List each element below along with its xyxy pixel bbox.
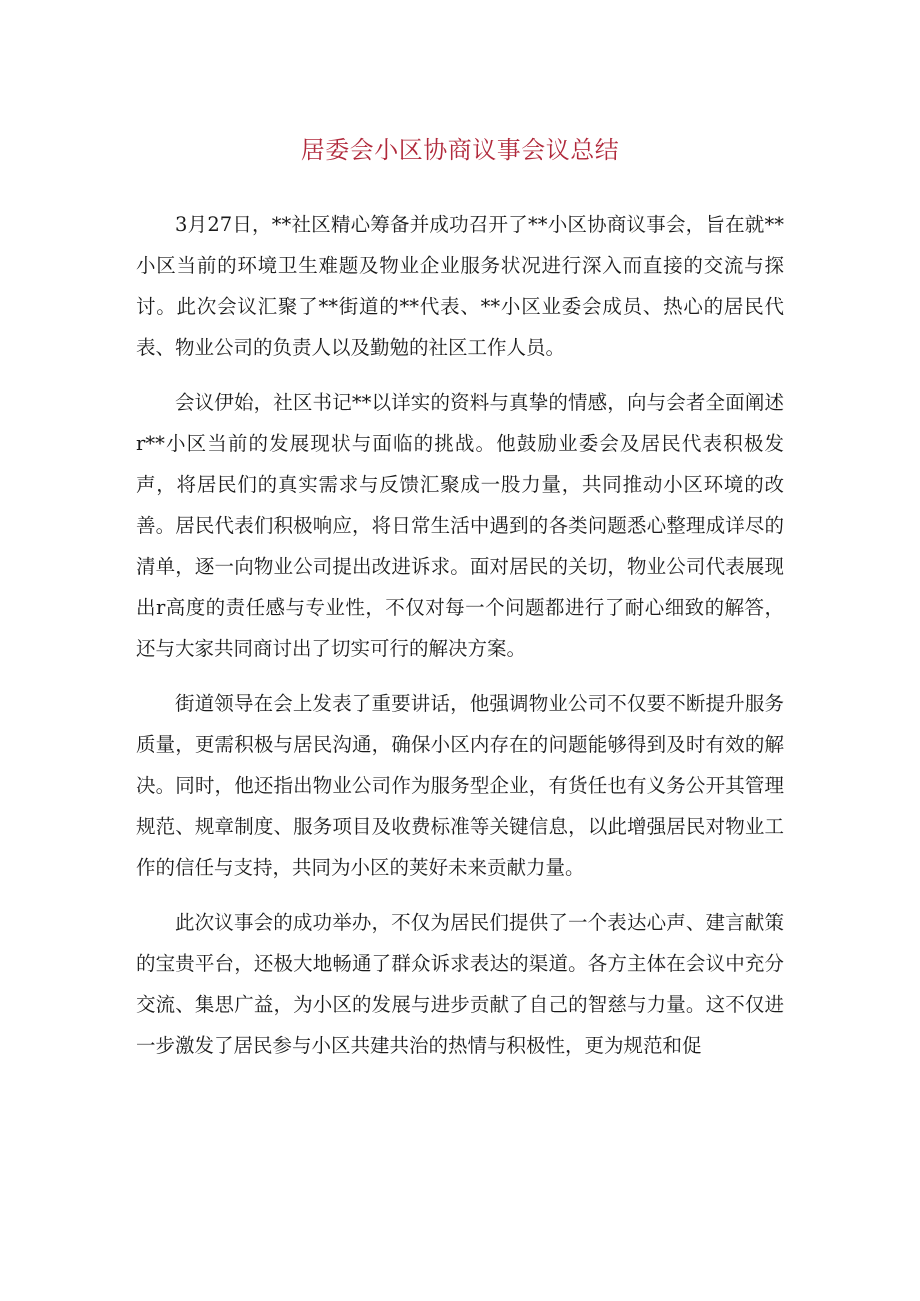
paragraph-3: 街道领导在会上发表了重要讲话，他强调物业公司不仅要不断提升服务质量，更需积极与居民沟通，确保小区内存在的问题能够得到及时有效的解决。同时，他还指出物业公司作为服务型企业，有货任也有义务公开其管理规范、规章制度、服务项目及收费标准等关键信息，以此增强居民对物业工作的信任与支持，共同为小区的荚好未来贡献力量。 <box>136 692 784 879</box>
paragraph-4: 此次议事会的成功举办，不仅为居民们提供了一个表达心声、建言献策的宝贵平台，还极大地畅通了群众诉求表达的渠道。各方主体在会议中充分交流、集思广益，为小区的发展与进步贡献了自己的智慈与力量。这不仅进一步激发了居民参与小区共建共治的热情与积极性，更为规范和促 <box>136 911 784 1057</box>
document-body <box>136 204 784 1080</box>
paragraph-2: 会议伊始，社区书记**以详实的资料与真挚的情感，向与会者全面阐述r**小区当前的发展现状与面临的挑战。他鼓励业委会及居民代表积极发声，将居民们的真实需求与反馈汇聚成一股力量，共同推动小区环境的改善。居民代表们积极响应，将日常生活中遇到的各类问题悉心整理成详尽的清单，逐一向物业公司提出改进诉求。面对居民的关切，物业公司代表展现出r高度的责任感与专业性，不仅对每一个问题都进行了耐心细致的解答，还与大家共同商讨出了切实可行的解决方案。 <box>136 391 784 660</box>
paragraph-1: 3月27日，**社区精心筹备并成功召开了**小区协商议事会，旨在就**小区当前的环境卫生难题及物业企业服务状况进行深入而直接的交流与探讨。此次会议汇聚了**街道的**代表、**小区业委会成员、热心的居民代表、物业公司的负责人以及勤勉的社区工作人员。 <box>136 213 784 359</box>
document-title: 居委会小区协商议事会议总结 <box>300 136 620 164</box>
